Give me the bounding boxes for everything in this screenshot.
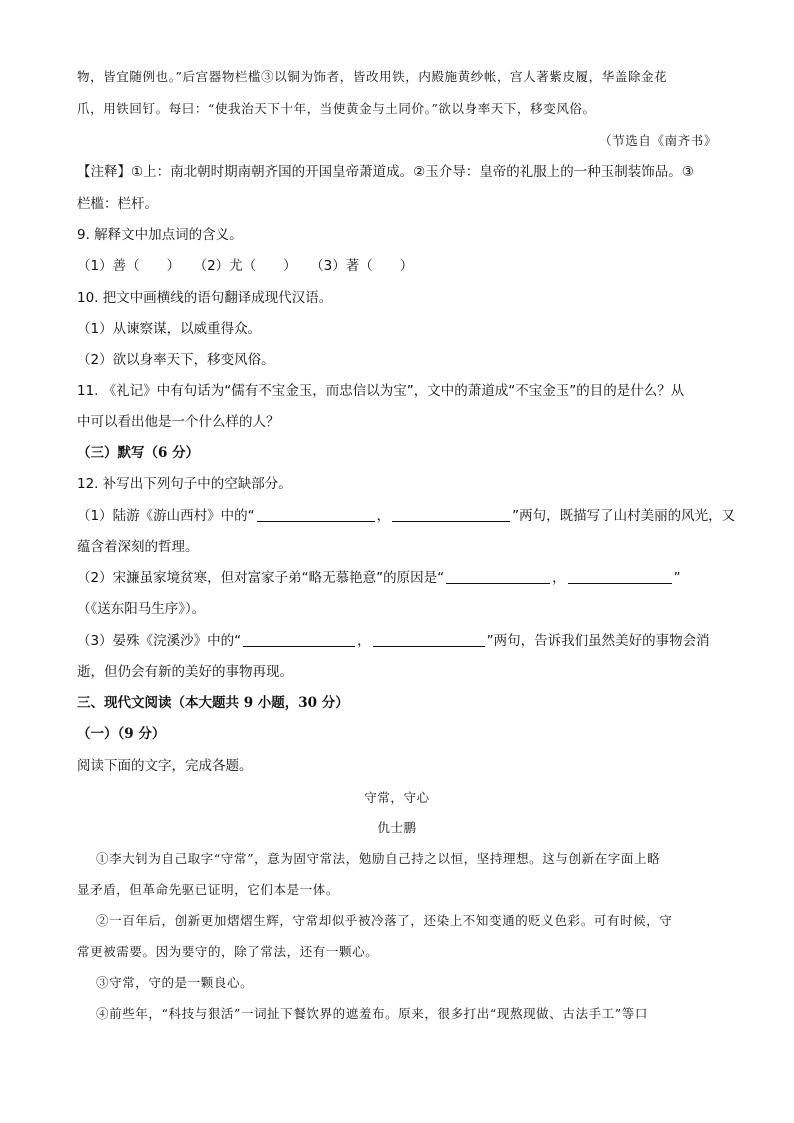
question-12-item-2 xyxy=(77,568,717,588)
item-text: ”两句，既描写了山村美丽的风光，又 xyxy=(512,508,736,524)
item-text: ” xyxy=(673,570,681,586)
passage-line: 爪，用铁回钉。每曰：“使我治天下十年，当使黄金与土同价。”欲以身率天下，移变风俗。 xyxy=(77,101,596,116)
item-text: ， xyxy=(376,508,391,524)
section-heading: （三）默写（6 分） xyxy=(77,445,200,461)
notes-line: 【注释】①上：南北朝时期南朝齐国的开国皇帝萧道成。②玉介导：皇帝的礼服上的一种玉制装饰品。③ xyxy=(77,164,694,180)
article-author: 仇士鹏 xyxy=(377,820,417,835)
answer-blank[interactable] xyxy=(257,507,375,522)
item-text: ， xyxy=(357,633,371,649)
notes-line: 栏槛：栏杆。 xyxy=(77,196,158,212)
item-text: （3）晏殊《浣溪沙》中的“ xyxy=(77,633,242,649)
sub-section-heading: （一）（9 分） xyxy=(77,726,166,742)
answer-blank[interactable] xyxy=(392,507,510,522)
item-text: （1）陆游《游山西村》中的“ xyxy=(77,508,255,524)
question-10-item: （1）从谏察谋，以威重得众。 xyxy=(77,321,262,337)
item-text: ， xyxy=(552,570,566,586)
article-paragraph: ②一百年后，创新更加熠熠生辉，守常却似乎被冷落了，还染上不知变通的贬义色彩。可有时候，守 xyxy=(96,913,673,928)
item-text: （2）宋濂虽家境贫寒，但对富家子弟“略无慕艳意”的原因是“ xyxy=(77,570,445,586)
article-title: 守常，守心 xyxy=(364,790,430,805)
article-paragraph: ①李大钊为自己取字“守常”，意为固守常法，勉励自己持之以恒，坚持理想。这与创新在字面上略 xyxy=(96,851,661,866)
article-paragraph: ③守常，守的是一颗良心。 xyxy=(96,975,254,990)
question-12-item-1 xyxy=(77,506,736,526)
article-paragraph: 常更被需要。因为要守的，除了常法，还有一颗心。 xyxy=(77,944,379,959)
question-12-item-3 xyxy=(77,631,717,651)
question-12-item-3-cont: 逝，但仍会有新的美好的事物再现。 xyxy=(77,664,293,680)
answer-blank[interactable] xyxy=(373,632,485,647)
question-11-line: 中可以看出他是一个什么样的人？ xyxy=(77,414,280,430)
question-10-item: （2）欲以身率天下，移变风俗。 xyxy=(77,352,275,368)
passage-source: （节选自《南齐书》 xyxy=(599,133,717,148)
question-11-line: 11. 《礼记》中有句话为“儒有不宝金玉，而忠信以为宝”，文中的萧道成“不宝金玉”的目的是什么？从 xyxy=(77,383,685,399)
answer-blank[interactable] xyxy=(568,569,672,584)
question-12-item-2-cont: （《送东阳马生序》）。 xyxy=(77,601,206,617)
question-9-stem: 9. 解释文中加点词的含义。 xyxy=(77,227,243,243)
item-text: ”两句，告诉我们虽然美好的事物会消 xyxy=(486,633,710,649)
part-heading: 三、现代文阅读（本大题共 9 小题，30 分） xyxy=(77,695,349,711)
question-10-stem: 10. 把文中画横线的语句翻译成现代汉语。 xyxy=(77,290,333,306)
reading-instruction: 阅读下面的文字，完成各题。 xyxy=(77,758,253,774)
question-12-stem: 12. 补写出下列句子中的空缺部分。 xyxy=(77,476,292,492)
article-paragraph: ④前些年，“科技与狠活”一词扯下餐饮界的遮羞布。原来，很多打出“现熬现做、古法手工”等口 xyxy=(96,1006,648,1021)
article-paragraph: 显矛盾，但革命先驱已证明，它们本是一体。 xyxy=(77,882,340,897)
passage-line: 物，皆宜随例也。”后宫器物栏槛③以铜为饰者，皆改用铁，内殿施黄纱帐，宫人著紫皮履，华盖除金花 xyxy=(77,69,668,84)
answer-blank[interactable] xyxy=(446,569,550,584)
question-9-options: （1）善（ ） （2）尤（ ） （3）著（ ） xyxy=(77,258,414,274)
answer-blank[interactable] xyxy=(243,632,355,647)
question-12-item-1-cont: 蕴含着深刻的哲理。 xyxy=(77,539,199,555)
